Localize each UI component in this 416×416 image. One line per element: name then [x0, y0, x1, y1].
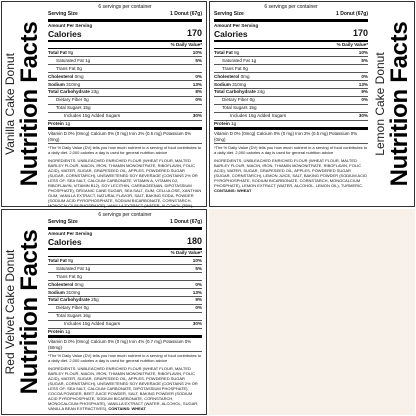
daily-value-footnote: *The % Daily Value (DV) tells you how much nutrient in a serving of food contributes to a daily diet. 2,000 calories a day is used for general nutrition advice [48, 144, 202, 155]
nutrient-row-total-carbohydrate: Total Carbohydrate 24g 9% [214, 89, 368, 97]
nutrient-row-sodium: Sodium 310mg 13% [48, 289, 202, 297]
nutrient-row-dietary-fiber: Dietary Fiber 0g 0% [48, 97, 202, 105]
side-title [2, 2, 44, 206]
serving-size-value: 1 Donut (67g) [170, 11, 202, 18]
nutrient-row-total-fat: Total Fat 8g 10% [48, 257, 202, 265]
nutrient-row-total-fat: Total Fat 8g 10% [214, 49, 368, 57]
nutrient-row-total-carbohydrate: Total Carbohydrate 25g 9% [48, 297, 202, 305]
nutrient-row-added-sugars: Includes 15g Added Sugars 30% [48, 113, 202, 121]
side-title [2, 210, 44, 414]
ingredients-list: INGREDIENTS: UNBLEACHED ENRICHED FLOUR (WHEAT FLOUR, MALTED BARLEY FLOUR, NIACIN, IRON, THIAMIN MONONITRATE, RIBOFLAVIN, FOLIC ACID), WATER, SUGAR, GRAPESEED OIL, APPLES, POWDERED SUGAR (SUGAR, CORNSTARCH), LEMON JUICE, SALT, BAKING POWDER (SODIUM ACID PYROPHOSPHATE, SODIUM BICARBONATE, CORNSTARCH, MONOCALCIUM PHOSPHATE), LEMON EXTRACT (WATER, ALCOHOL, LEMON OIL), TURMERIC. CONTAINS: WHEAT [214, 157, 367, 193]
serving-size-value: 1 Donut (67g) [170, 219, 202, 226]
daily-value-footnote: *The % Daily Value (DV) tells you how much nutrient in a serving of food contributes to a daily diet. 2,000 calories a day is used for general nutrition advice [48, 352, 202, 363]
product-name: Lemon Cake Donut [373, 52, 387, 156]
empty-panel [209, 209, 415, 415]
daily-value-header: % Daily Value* [48, 250, 202, 257]
nutrient-row-added-sugars: Includes 15g Added Sugars 30% [48, 321, 202, 329]
calories-row [214, 28, 368, 42]
nutrient-row-saturated-fat: Saturated Fat 1g 5% [48, 57, 202, 65]
nutrient-row-saturated-fat: Saturated Fat 1g 5% [48, 265, 202, 273]
amount-per-serving: Amount Per Serving [48, 230, 93, 236]
serving-size-value: 1 Donut (67g) [336, 11, 368, 18]
nutrient-row-dietary-fiber: Dietary Fiber 0g 0% [214, 97, 368, 105]
nutrient-row-trans-fat: Trans Fat 0g [48, 273, 202, 281]
label-body [44, 2, 206, 206]
nutrition-label-red-velvet [1, 209, 207, 415]
nutrient-row-sodium: Sodium 310mg 13% [48, 81, 202, 89]
nutrient-row-protein: Protein 1g [48, 329, 202, 339]
side-title [372, 2, 414, 206]
serving-size-label: Serving Size [214, 11, 244, 18]
nutrient-row-cholesterol: Cholesterol 0mg 0% [48, 281, 202, 289]
nutrient-row-total-carbohydrate: Total Carbohydrate 23g 8% [48, 89, 202, 97]
calories-value: 180 [186, 236, 202, 247]
nutrient-row-cholesterol: Cholesterol 0mg 0% [48, 73, 202, 81]
serving-size-row [214, 11, 368, 21]
calories-value: 170 [352, 28, 368, 39]
serving-size-label: Serving Size [48, 219, 78, 226]
amount-per-serving: Amount Per Serving [48, 22, 93, 28]
nutrient-row-total-sugars: Total Sugars 15g [48, 105, 202, 113]
nutrition-facts-title: Nutrition Facts [16, 21, 43, 187]
product-name: Vanilla Cake Donut [3, 53, 17, 155]
vitamins-line: Vitamin D 0% (0mcg) Calcium 0% (0 mg) Iron 2% (0.5 mg) Potassium 0% (0mg) [48, 130, 202, 144]
servings-per-container: 6 servings per container [98, 212, 152, 218]
servings-per-container: 6 servings per container [98, 4, 152, 10]
nutrient-row-total-sugars: Total Sugars 15g [214, 105, 368, 113]
daily-value-header: % Daily Value* [214, 42, 368, 49]
servings-per-container: 6 servings per container [264, 4, 318, 10]
nutrition-facts-title: Nutrition Facts [16, 229, 43, 395]
nutrient-row-protein: Protein 1g [214, 121, 368, 131]
calories-label: Calories [214, 28, 248, 39]
nutrition-facts-title: Nutrition Facts [386, 21, 413, 187]
nutrient-row-dietary-fiber: Dietary Fiber 0g 0% [48, 305, 202, 313]
allergen-statement: CONTAINS: WHEAT [214, 187, 252, 193]
vitamins-line: Vitamin D 0% (0mcg) Calcium 0% (0 mg) Iron 4% (0.7 mg) Potassium 0% (50mg) [48, 338, 202, 352]
nutrition-label-lemon [209, 1, 415, 207]
calories-label: Calories [48, 28, 82, 39]
nutrient-row-trans-fat: Trans Fat 0g [214, 65, 368, 73]
nutrient-row-sodium: Sodium 310mg 13% [214, 81, 368, 89]
daily-value-footnote: *The % Daily Value (DV) tells you how much nutrient in a serving of food contributes to a daily diet. 2,000 calories a day is used for general nutrition advice [214, 144, 368, 155]
ingredients-list: INGREDIENTS: UNBLEACHED ENRICHED FLOUR (WHEAT FLOUR, MALTED BARLEY FLOUR, NIACIN, IRON, THIAMIN MONONITRATE, RIBOFLAVIN, FOLIC ACID), WATER, SUGAR, GRAPESEED OIL, APPLES, POWDERED SUGAR (SUGAR, CORNSTARCH), UNSWEETENED SOY BEVERAGE (CONTAINS 2% OR LESS OF: SEA SALT, CALCIUM CARBONATE, DIPOTASSIUM PHOSPHATE), COCOA POWDER, BEET JUICE POWDER, SALT, BAKING POWDER (SODIUM ACID PYROPHOSPHATE, SODIUM BICARBONATE, CORNSTARCH, MONOCALCIUM PHOSPHATE), VANILLA EXTRACT (WATER, ALCOHOL, SUGAR, VANILLA BEAN EXTRACTIVES). CONTAINS: WHEAT [48, 365, 199, 411]
calories-label: Calories [48, 236, 82, 247]
nutrient-row-cholesterol: Cholesterol 0mg 0% [214, 73, 368, 81]
serving-size-row [48, 219, 202, 229]
label-body [44, 210, 206, 414]
daily-value-header: % Daily Value* [48, 42, 202, 49]
serving-size-row [48, 11, 202, 21]
nutrient-row-added-sugars: Includes 15g Added Sugars 30% [214, 113, 368, 121]
amount-per-serving: Amount Per Serving [214, 22, 259, 28]
calories-value: 170 [186, 28, 202, 39]
label-body [210, 2, 372, 206]
calories-row [48, 28, 202, 42]
nutrient-row-saturated-fat: Saturated Fat 1g 5% [214, 57, 368, 65]
allergen-statement: CONTAINS: WHEAT [108, 405, 146, 411]
nutrient-row-total-sugars: Total Sugars 16g [48, 313, 202, 321]
vitamins-line: Vitamin D 0% (0mcg) Calcium 0% (0 mg) Iron 2% (0.5 mg) Potassium 0% (0mg) [214, 130, 368, 144]
nutrient-row-total-fat: Total Fat 8g 10% [48, 49, 202, 57]
nutrient-row-protein: Protein 1g [48, 121, 202, 131]
product-name: Red Velvet Cake Donut [3, 249, 17, 375]
nutrition-label-vanilla [1, 1, 207, 207]
calories-row [48, 236, 202, 250]
nutrient-row-trans-fat: Trans Fat 0g [48, 65, 202, 73]
serving-size-label: Serving Size [48, 11, 78, 18]
ingredients-list: INGREDIENTS: UNBLEACHED ENRICHED FLOUR (WHEAT FLOUR, MALTED BARLEY FLOUR, NIACIN, IRON, THIAMIN MONONITRATE, RIBOFLAVIN, FOLIC ACID), WATER, SUGAR, GRAPESEED OIL, APPLES, POWDERED SUGAR (SUGAR, CORNSTARCH), UNSWEETENED SOY BEVERAGE (CONTAINS 2% OR LESS OF: SEA SALT, CALCIUM CARBONATE, VITAMIN A, VITAMIN D2, RIBOFLAVIN, VITAMIN B12), SOY LECITHIN, CARRAGEENAN, DIPOTASSIUM PHOSPHATE), ORGANIC CANE SUGAR, SEA SALT, GUM, CELLULOSE, XANTHAN GUM, VANILLA EXTRACT, NATURAL FLAVOR, SALT, BAKING SODA, POWDER (SODIUM ACID PYROPHOSPHATE, SODIUM BICARBONATE, CORNSTARCH, MONOCALCIUM PHOSPHATE), VANILLA EXTRACT (WATER, ALCOHOL (35%), [48, 158, 202, 213]
